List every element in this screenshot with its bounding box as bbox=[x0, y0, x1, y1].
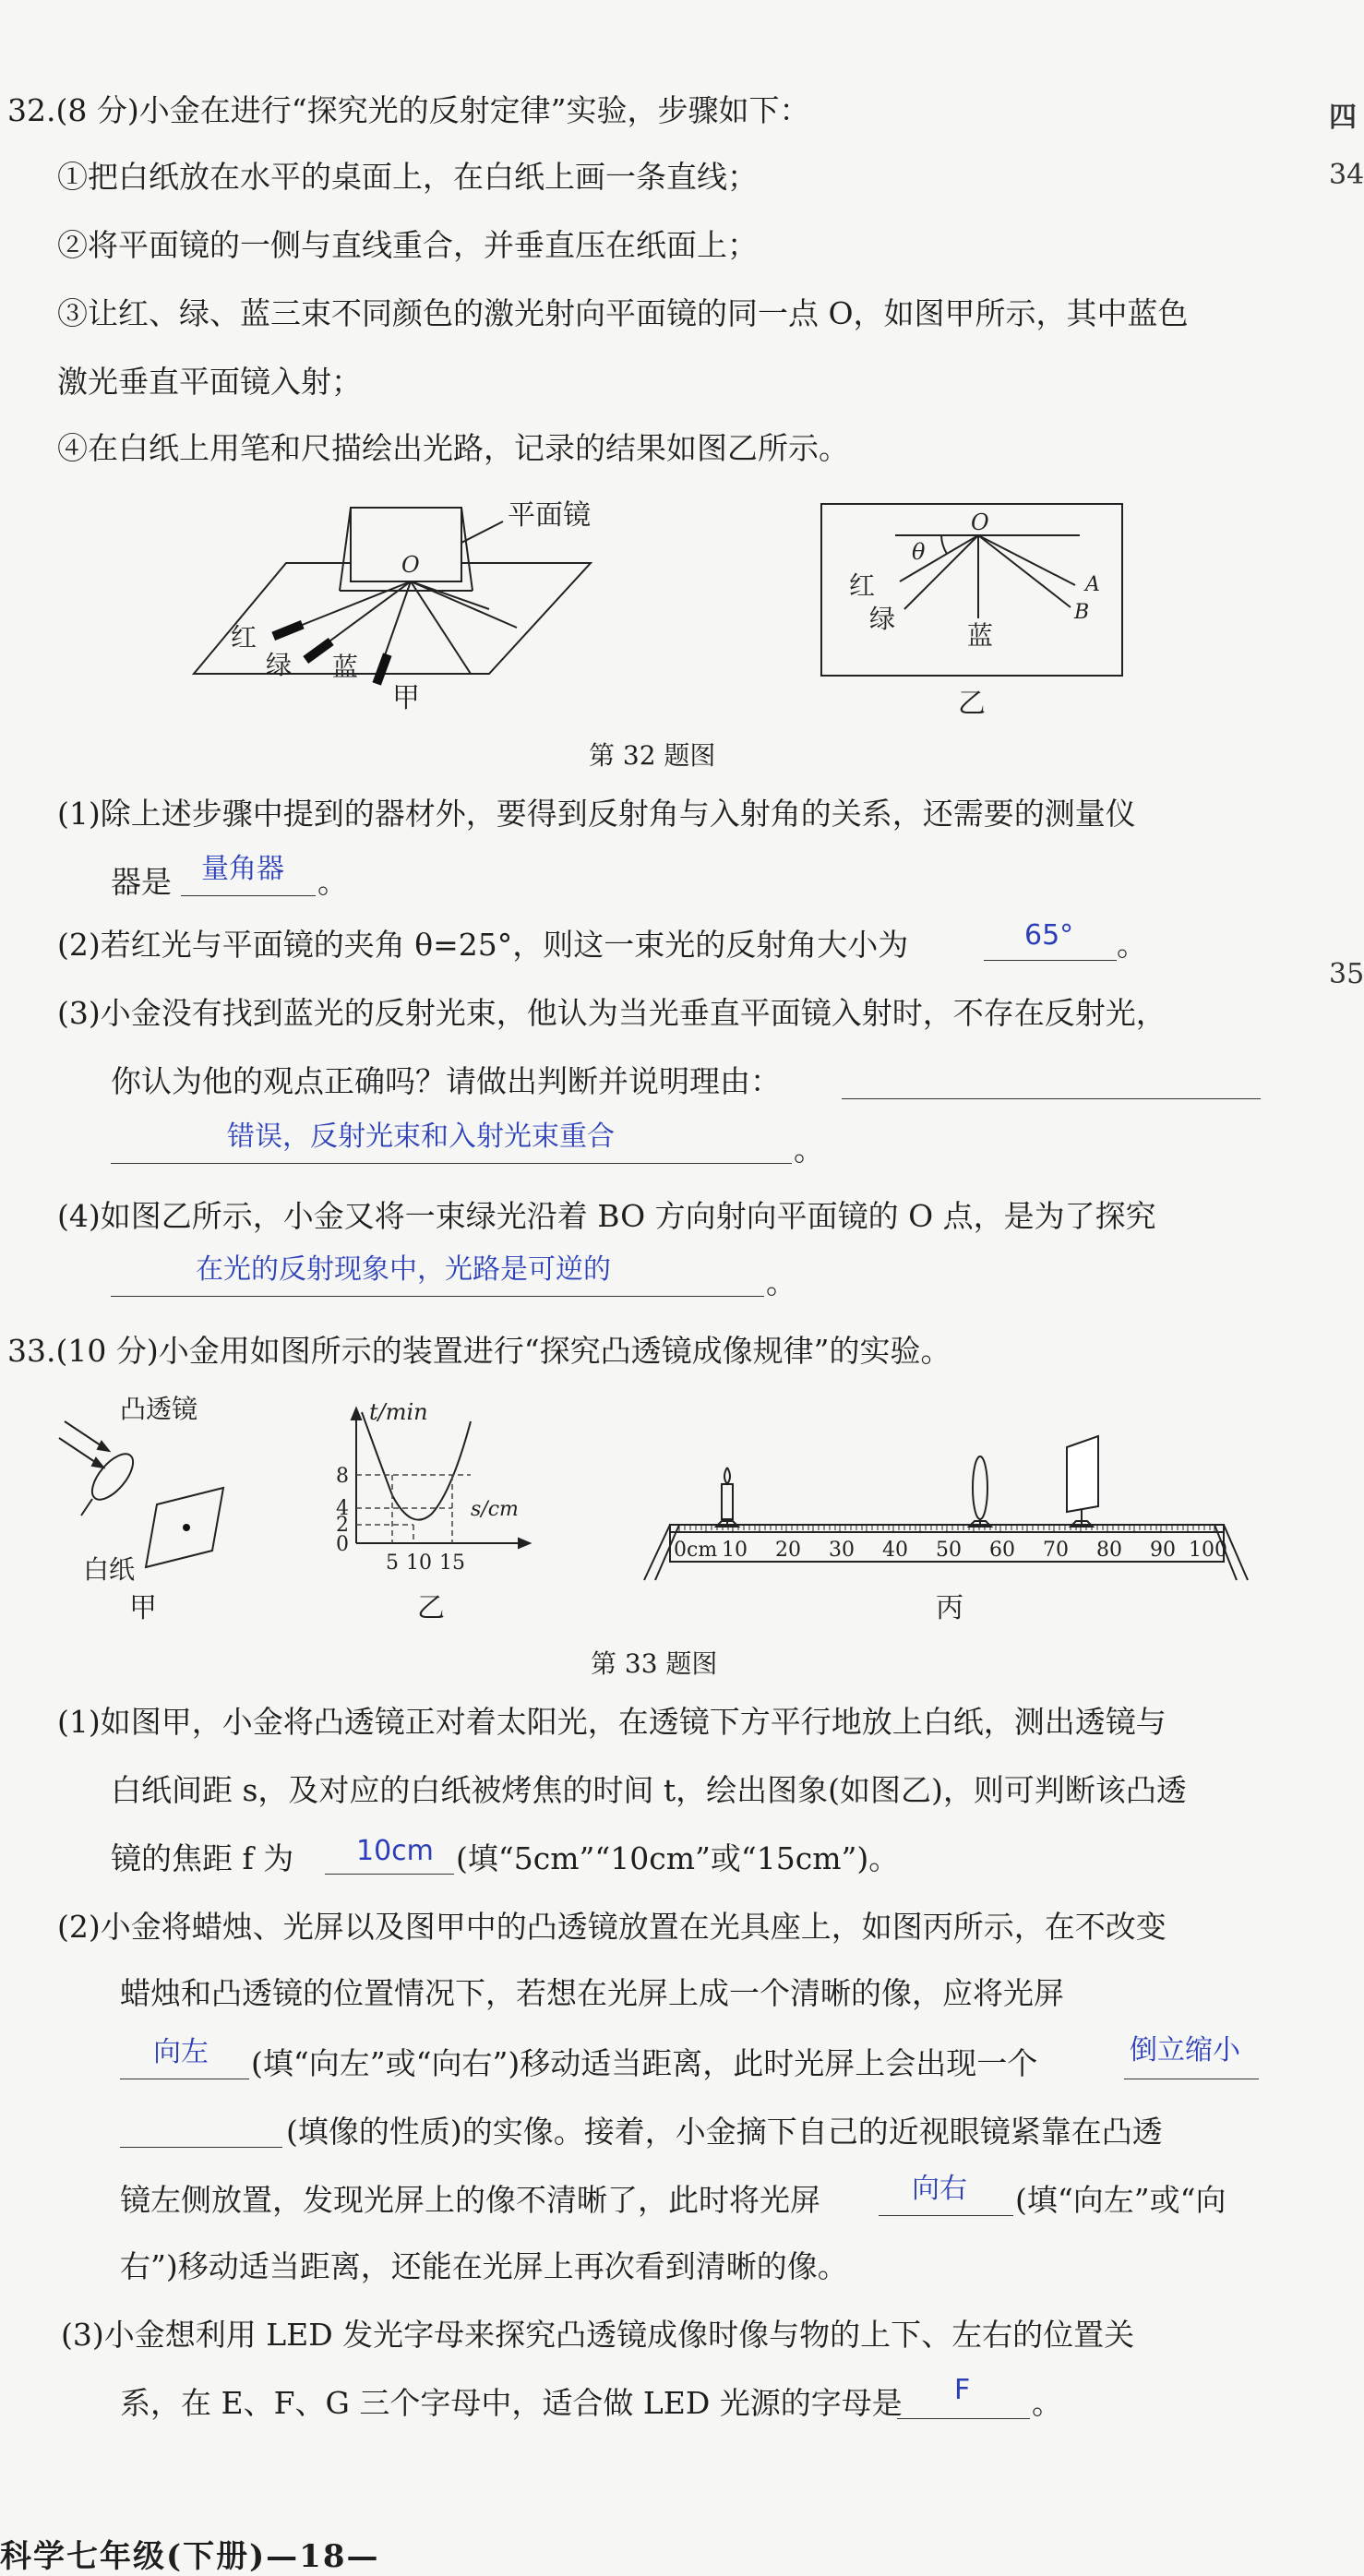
q32-p2-answer: 65° bbox=[1024, 919, 1074, 952]
x-tick-15: 15 bbox=[439, 1552, 465, 1575]
fig-jia-name: 甲 bbox=[392, 682, 420, 714]
q32-p4-suffix: 。 bbox=[766, 1264, 796, 1300]
ruler-label-90: 90 bbox=[1150, 1539, 1176, 1562]
convex-lens-shape bbox=[85, 1447, 140, 1506]
ruler-label-20: 20 bbox=[775, 1539, 801, 1562]
figure-33-bing bbox=[637, 1403, 1274, 1634]
q32-header: 32.(8 分)小金在进行“探究光的反射定律”实验，步骤如下： bbox=[7, 92, 810, 128]
blue-label: 蓝 bbox=[967, 620, 994, 651]
point-a-label: A bbox=[1085, 573, 1100, 596]
figure-33-jia bbox=[55, 1384, 258, 1624]
edge-mark-35: 35 bbox=[1329, 958, 1364, 990]
green-laser-icon bbox=[303, 638, 333, 664]
y-tick-8: 8 bbox=[336, 1465, 349, 1488]
q32-p2-suffix: 。 bbox=[1117, 927, 1147, 963]
light-screen-shape bbox=[1067, 1436, 1098, 1512]
y-tick-2: 2 bbox=[336, 1514, 349, 1537]
q32-p1-line1: (1)除上述步骤中提到的器材外，要得到反射角与入射角的关系，还需要的测量仪 bbox=[57, 796, 1136, 832]
theta-label: θ bbox=[912, 539, 926, 565]
q32-step-1: ①把白纸放在水平的桌面上，在白纸上画一条直线； bbox=[57, 159, 758, 195]
q32-p4-answer: 在光的反射现象中，光路是可逆的 bbox=[196, 1253, 611, 1286]
q33-p3-suffix: 。 bbox=[1032, 2385, 1062, 2421]
q32-step-4: ④在白纸上用笔和尺描绘出光路，记录的结果如图乙所示。 bbox=[57, 430, 849, 466]
ruler-label-100: 100 bbox=[1189, 1539, 1227, 1562]
x-axis-label: s/cm bbox=[471, 1498, 519, 1521]
y-tick-0: 0 bbox=[336, 1533, 349, 1556]
q33-p2-answer-1: 向左 bbox=[153, 2036, 209, 2068]
q33-p2-line2: 蜡烛和凸透镜的位置情况下，若想在光屏上成一个清晰的像，应将光屏 bbox=[120, 1975, 1064, 2011]
q32-p2-blank[interactable] bbox=[984, 960, 1117, 961]
q33-p2-line6: 右”)移动适当距离，还能在光屏上再次看到清晰的像。 bbox=[120, 2248, 848, 2284]
q32-p4-line1: (4)如图乙所示，小金又将一束绿光沿着 BO 方向射向平面镜的 O 点，是为了探究 bbox=[57, 1198, 1156, 1234]
lens-shape bbox=[973, 1456, 987, 1519]
q33-p3-blank[interactable] bbox=[897, 2418, 1030, 2419]
x-tick-5: 5 bbox=[386, 1552, 399, 1575]
q33-p2-line5-suffix: (填“向左”或“向 bbox=[1015, 2182, 1226, 2218]
q33-header: 33.(10 分)小金用如图所示的装置进行“探究凸透镜成像规律”的实验。 bbox=[7, 1333, 951, 1369]
ruler-label-40: 40 bbox=[882, 1539, 908, 1562]
q33-p1-blank[interactable] bbox=[325, 1874, 454, 1875]
ruler-label-30: 30 bbox=[829, 1539, 855, 1562]
fig-bing-name: 丙 bbox=[936, 1592, 963, 1624]
edge-mark-top: 四 bbox=[1329, 102, 1357, 134]
blue-laser-icon bbox=[372, 653, 391, 685]
q33-p2-line4: (填像的性质)的实像。接着，小金摘下自己的近视眼镜紧靠在凸透 bbox=[286, 2114, 1163, 2150]
red-beam-line bbox=[295, 581, 411, 628]
mirror-label: 平面镜 bbox=[508, 499, 591, 532]
q33-p1-line3-suffix: (填“5cm”“10cm”或“15cm”)。 bbox=[456, 1840, 900, 1876]
q32-p1-blank[interactable] bbox=[181, 895, 316, 896]
figure-33-yi bbox=[323, 1399, 544, 1624]
q33-p2-line3: (填“向左”或“向右”)移动适当距离，此时光屏上会出现一个 bbox=[251, 2045, 1038, 2081]
red-label: 红 bbox=[231, 622, 257, 653]
figure-32-yi bbox=[812, 498, 1144, 729]
point-b-label: B bbox=[1074, 601, 1090, 624]
fig-jia-name: 甲 bbox=[129, 1592, 157, 1624]
q32-p3-line1: (3)小金没有找到蓝光的反射光束，他认为当光垂直平面镜入射时，不存在反射光， bbox=[57, 995, 1167, 1031]
q32-p1-suffix: 。 bbox=[317, 864, 348, 900]
q32-step-2: ②将平面镜的一侧与直线重合，并垂直压在纸面上； bbox=[57, 227, 758, 263]
lens-label: 凸透镜 bbox=[120, 1394, 198, 1424]
q33-p2-blank-3[interactable] bbox=[120, 2147, 282, 2148]
q32-p1-answer: 量角器 bbox=[201, 853, 284, 885]
point-o-label: O bbox=[401, 552, 420, 578]
green-label: 绿 bbox=[869, 604, 896, 634]
q33-p3-line2: 系，在 E、F、G 三个字母中，适合做 LED 光源的字母是 bbox=[120, 2385, 903, 2421]
q32-p3-suffix: 。 bbox=[794, 1132, 824, 1168]
y-tick-4: 4 bbox=[336, 1497, 349, 1520]
green-label: 绿 bbox=[266, 650, 293, 680]
q33-p1-line3-prefix: 镜的焦距 f 为 bbox=[111, 1840, 294, 1876]
q33-p2-blank-4[interactable] bbox=[879, 2215, 1013, 2216]
red-label: 红 bbox=[849, 570, 876, 601]
ruler-label-0: 0cm bbox=[674, 1539, 718, 1562]
candle-shape bbox=[722, 1484, 733, 1519]
q32-figure-caption: 第 32 题图 bbox=[589, 740, 716, 771]
q32-p3-blank-2[interactable] bbox=[111, 1163, 792, 1164]
q33-p2-line1: (2)小金将蜡烛、光屏以及图甲中的凸透镜放置在光具座上，如图丙所示，在不改变 bbox=[57, 1909, 1167, 1945]
q32-p4-blank[interactable] bbox=[111, 1296, 764, 1297]
q33-p1-answer: 10cm bbox=[356, 1835, 434, 1867]
ruler-label-50: 50 bbox=[936, 1539, 962, 1562]
q32-p3-answer: 错误，反射光束和入射光束重合 bbox=[227, 1120, 615, 1153]
q32-p2-text: (2)若红光与平面镜的夹角 θ=25°，则这一束光的反射角大小为 bbox=[57, 927, 909, 963]
page-footer: 科学七年级(下册)—18— bbox=[0, 2538, 380, 2575]
q32-p3-blank-1[interactable] bbox=[842, 1098, 1261, 1099]
blue-label: 蓝 bbox=[332, 652, 359, 682]
q33-figure-caption: 第 33 题图 bbox=[591, 1648, 718, 1679]
figure-32-jia bbox=[185, 489, 609, 729]
q33-p1-line1: (1)如图甲，小金将凸透镜正对着太阳光，在透镜下方平行地放上白纸，测出透镜与 bbox=[57, 1704, 1167, 1740]
ruler-label-70: 70 bbox=[1043, 1539, 1069, 1562]
ruler-label-80: 80 bbox=[1096, 1539, 1122, 1562]
q33-p2-line5-prefix: 镜左侧放置，发现光屏上的像不清晰了，此时将光屏 bbox=[120, 2182, 820, 2218]
point-o-label: O bbox=[971, 509, 989, 535]
q33-p1-line2: 白纸间距 s，及对应的白纸被烤焦的时间 t，绘出图象(如图乙)，则可判断该凸透 bbox=[111, 1772, 1187, 1808]
q32-p1-line2-prefix: 器是 bbox=[111, 864, 172, 900]
y-axis-label: t/min bbox=[369, 1399, 428, 1425]
fig-yi-name: 乙 bbox=[417, 1592, 445, 1624]
x-tick-10: 10 bbox=[406, 1552, 432, 1575]
ruler-label-60: 60 bbox=[989, 1539, 1015, 1562]
q33-p2-answer-3: 向右 bbox=[912, 2173, 967, 2205]
q33-p3-line1: (3)小金想利用 LED 发光字母来探究凸透镜成像时像与物的上下、左右的位置关 bbox=[61, 2317, 1135, 2353]
q33-p3-answer: F bbox=[954, 2374, 971, 2406]
fig-yi-name: 乙 bbox=[958, 688, 986, 720]
q32-step-3: ③让红、绿、蓝三束不同颜色的激光射向平面镜的同一点 O，如图甲所示，其中蓝色 bbox=[57, 295, 1189, 331]
q33-p2-answer-2: 倒立缩小 bbox=[1130, 2034, 1240, 2067]
q32-p3-line2: 你认为他的观点正确吗？请做出判断并说明理由： bbox=[111, 1063, 781, 1099]
edge-mark-34: 34 bbox=[1329, 159, 1364, 191]
red-laser-icon bbox=[271, 620, 304, 641]
paper-label: 白纸 bbox=[83, 1554, 136, 1585]
ruler-label-10: 10 bbox=[722, 1539, 748, 1562]
q32-step-3-cont: 激光垂直平面镜入射； bbox=[57, 364, 362, 400]
curve-t-s bbox=[362, 1412, 471, 1520]
